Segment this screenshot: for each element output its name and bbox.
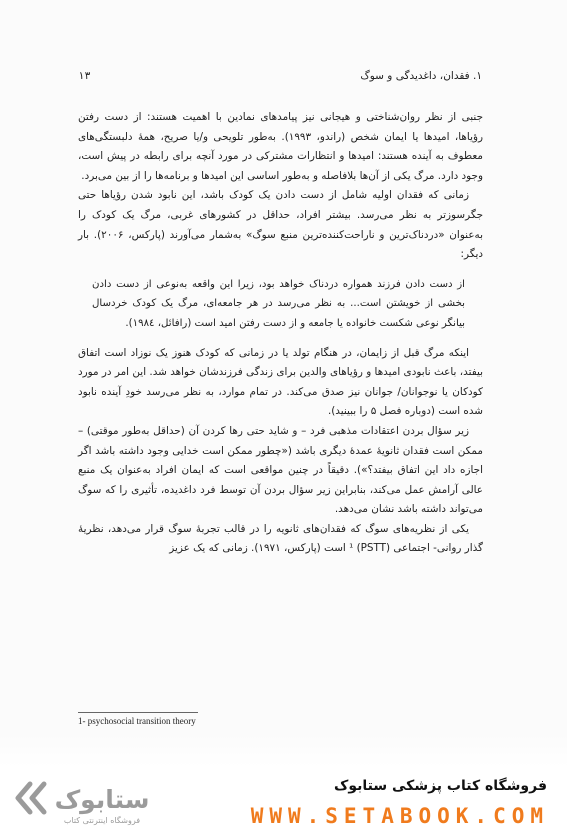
double-chevron-icon [18, 784, 44, 812]
store-title: فروشگاه کتاب پزشکی ستابوک [334, 778, 547, 794]
block-quote: از دست دادن فرزند همواره دردناک خواهد بود، زیرا این واقعه به‌نوعی از دست دادن بخشی از خویشتن است... به نظر می‌رسد در هر جامعه‌ای، مرگ یک کودک خردسال بیانگر نوعی شکست خانواده یا جامعه و از دست رفتن امید است (رافائل، ۱۹۸٤). [92, 278, 465, 329]
page-bottom-shadow [0, 735, 567, 767]
paragraph: زیر سؤال بردن اعتقادات مذهبی فرد – و شاید حتی رها کردن آن (حداقل به‌طور موقتی) – ممکن است فقدان ثانویهٔ عمدهٔ دیگری باشد («چطور ممکن است خدایی وجود داشته باشد اگر اجازه داد این اتفاق بیفتد؟»). دقیقاً در چنین مواقعی است که ایمان افراد به‌عنوان یک منبع عالی آرامش عمل می‌کند، بنابراین زیر سؤال بردن آن توسط فرد داغدیده، تأثیری را که سوگ می‌تواند داشته باشد نشان می‌دهد. [78, 424, 483, 516]
setabook-logo[interactable] [10, 772, 150, 827]
footnote-divider [78, 712, 198, 713]
logo-subtext: فروشگاه اینترنتی کتاب [63, 816, 141, 825]
page-body [78, 108, 483, 559]
page-number: ۱۳ [78, 70, 91, 82]
paragraph: یکی از نظریه‌های سوگ که فقدان‌های ثانویه را در قالب تجربهٔ سوگ قرار می‌دهد، نظریهٔ گذار روانی- اجتماعی (PSTT) ¹ است (پارکس، ۱۹۷۱). زمانی که یک عزیز [78, 522, 483, 555]
logo-wordmark: ستابوک [54, 785, 150, 814]
footnote: 1- psychosocial transition theory [78, 716, 196, 726]
paragraph: اینکه مرگ قبل از زایمان، در هنگام تولد یا در زمانی که کودک هنوز یک نوزاد است اتفاق بیفتد، باعث نابودی امیدها و رؤیاهای والدین برای زندگی فرزندشان خواهد شد. این امر در مورد کودکان یا نوجوانان/ جوانان نیز صدق می‌کند. در تمام موارد، به نظر می‌رسد خودِ آینده نابود شده است (دوباره فصل ۵ را ببینید). [78, 346, 483, 418]
paragraph: جنبی از نظر روان‌شناختی و هیجانی نیز پیامدهای نمادین با اهمیت هستند: از دست رفتن رؤیاها، امیدها یا ایمان شخص (راندو، ۱۹۹۳). به‌طور تلویحی و/یا صریح، همهٔ دلبستگی‌های معطوف به آینده هستند: امیدها و انتظارات مشترکی در مورد آنچه برای رابطه در پیش است، وجود دارد. مرگ یکی از آن‌ها بلافاصله و به‌طور اساسی این امیدها و برنامه‌ها را از بین می‌برد. [78, 111, 484, 182]
store-url-link[interactable]: WWW.SETABOOK.COM [250, 804, 549, 828]
running-header [78, 70, 482, 86]
paragraph: زمانی که فقدان اولیه شامل از دست دادن یک کودک باشد، این نابود شدن رؤیاها حتی جگرسوزتر به نظر می‌رسد. بیشتر افراد، حداقل در کشورهای غربی، مرگ یک کودک را به‌عنوان «دردناک‌ترین و ناراحت‌کننده‌ترین منبع سوگ» به‌شمار می‌آورند (پارکس، ۲۰۰۶). بار دیگر: [78, 189, 483, 261]
chapter-title: ۱. فقدان، داغدیدگی و سوگ [360, 70, 482, 82]
